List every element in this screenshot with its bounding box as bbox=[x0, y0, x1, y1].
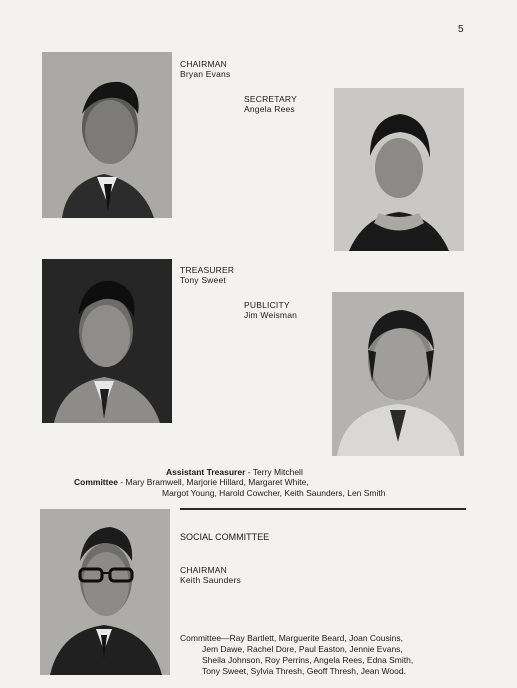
officer-role: PUBLICITY bbox=[244, 300, 290, 310]
committee-line-1: - Mary Bramwell, Marjorie Hillard, Margaret White, bbox=[117, 477, 309, 487]
members-line-1: Committee—Ray Bartlett, Marguerite Beard, Joan Cousins, bbox=[180, 633, 403, 643]
officer-name: Bryan Evans bbox=[180, 69, 231, 79]
secretary-photo bbox=[334, 88, 464, 251]
assistant-treasurer-label: Assistant Treasurer bbox=[166, 467, 246, 477]
treasurer-photo bbox=[42, 259, 172, 423]
officer-role: SECRETARY bbox=[244, 94, 297, 104]
members-line-2: Jem Dawe, Rachel Dore, Paul Easton, Jennie Evans, bbox=[202, 644, 403, 654]
chairman-caption bbox=[180, 59, 230, 79]
section-divider bbox=[180, 508, 466, 510]
publicity-caption bbox=[244, 300, 297, 320]
page-number: 5 bbox=[458, 24, 464, 35]
committee-label: Committee bbox=[74, 477, 118, 487]
officer-name: Jim Weisman bbox=[244, 310, 298, 320]
officer-name: Angela Rees bbox=[244, 104, 295, 114]
treasurer-caption bbox=[180, 265, 234, 285]
publicity-photo bbox=[332, 292, 464, 456]
officer-role: TREASURER bbox=[180, 265, 235, 275]
committee-line-2: Margot Young, Harold Cowcher, Keith Saunders, Len Smith bbox=[162, 488, 386, 498]
assistant-treasurer-line bbox=[166, 467, 303, 477]
assistant-treasurer-name: - Terry Mitchell bbox=[245, 467, 303, 477]
officer-role: CHAIRMAN bbox=[180, 59, 227, 69]
social-committee-heading: SOCIAL COMMITTEE bbox=[180, 532, 270, 542]
chairman-photo bbox=[42, 52, 172, 218]
social-committee-members bbox=[180, 633, 470, 677]
members-line-3: Sheila Johnson, Roy Perrins, Angela Rees, Edna Smith, bbox=[202, 655, 414, 665]
social-chair-name: Keith Saunders bbox=[180, 575, 241, 585]
social-chairman-photo bbox=[40, 509, 170, 675]
officer-name: Tony Sweet bbox=[180, 275, 226, 285]
members-line-4: Tony Sweet, Sylvia Thresh, Geoff Thresh, Jean Wood. bbox=[202, 666, 406, 676]
secretary-caption bbox=[244, 94, 297, 114]
committee-block bbox=[74, 477, 386, 499]
social-chair-role: CHAIRMAN bbox=[180, 565, 227, 575]
social-chairman-caption bbox=[180, 565, 241, 585]
